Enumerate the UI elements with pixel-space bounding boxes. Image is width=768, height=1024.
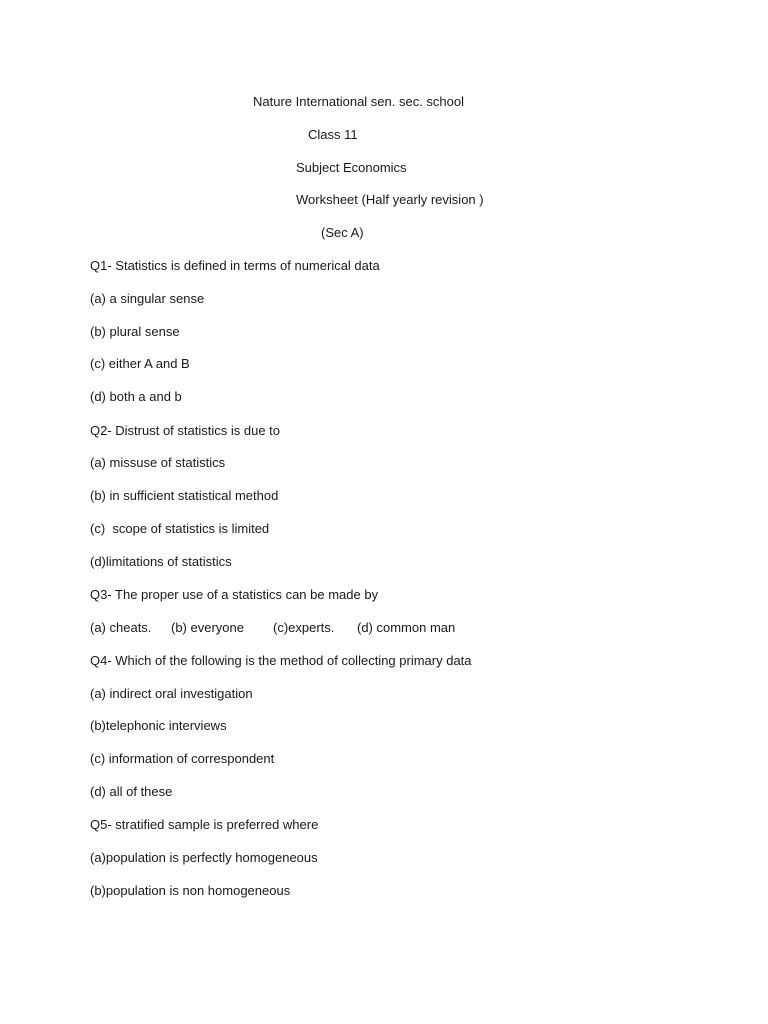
q2-option-c: (c) scope of statistics is limited xyxy=(90,521,270,536)
q2-option-d: (d)limitations of statistics xyxy=(90,554,232,569)
q5-option-a: (a)population is perfectly homogeneous xyxy=(90,850,318,865)
worksheet-title: Worksheet (Half yearly revision ) xyxy=(296,192,484,207)
q1-option-a: (a) a singular sense xyxy=(90,291,205,306)
q4-option-c: (c) information of correspondent xyxy=(90,751,275,766)
q1-option-c: (c) either A and B xyxy=(90,356,190,371)
class-label: Class 11 xyxy=(308,127,358,142)
q3-option-c: (c)experts. xyxy=(273,620,335,635)
q3-options-row xyxy=(90,620,570,636)
q2-option-a: (a) missuse of statistics xyxy=(90,455,226,470)
q3-option-a: (a) cheats. xyxy=(90,620,152,635)
q3-option-d: (d) common man xyxy=(357,620,456,635)
question-3: Q3- The proper use of a statistics can be made by xyxy=(90,587,379,602)
subject-label: Subject Economics xyxy=(296,160,407,175)
question-2: Q2- Distrust of statistics is due to xyxy=(90,423,281,438)
section-label: (Sec A) xyxy=(321,225,364,240)
q4-option-b: (b)telephonic interviews xyxy=(90,718,227,733)
q2-option-b: (b) in sufficient statistical method xyxy=(90,488,279,503)
question-5: Q5- stratified sample is preferred where xyxy=(90,817,319,832)
question-1: Q1- Statistics is defined in terms of numerical data xyxy=(90,258,380,273)
q1-option-d: (d) both a and b xyxy=(90,389,182,404)
q5-option-b: (b)population is non homogeneous xyxy=(90,883,291,898)
q3-option-b: (b) everyone xyxy=(171,620,244,635)
q4-option-a: (a) indirect oral investigation xyxy=(90,686,253,701)
question-4: Q4- Which of the following is the method of collecting primary data xyxy=(90,653,472,668)
school-name: Nature International sen. sec. school xyxy=(253,94,465,109)
q1-option-b: (b) plural sense xyxy=(90,324,180,339)
q4-option-d: (d) all of these xyxy=(90,784,173,799)
